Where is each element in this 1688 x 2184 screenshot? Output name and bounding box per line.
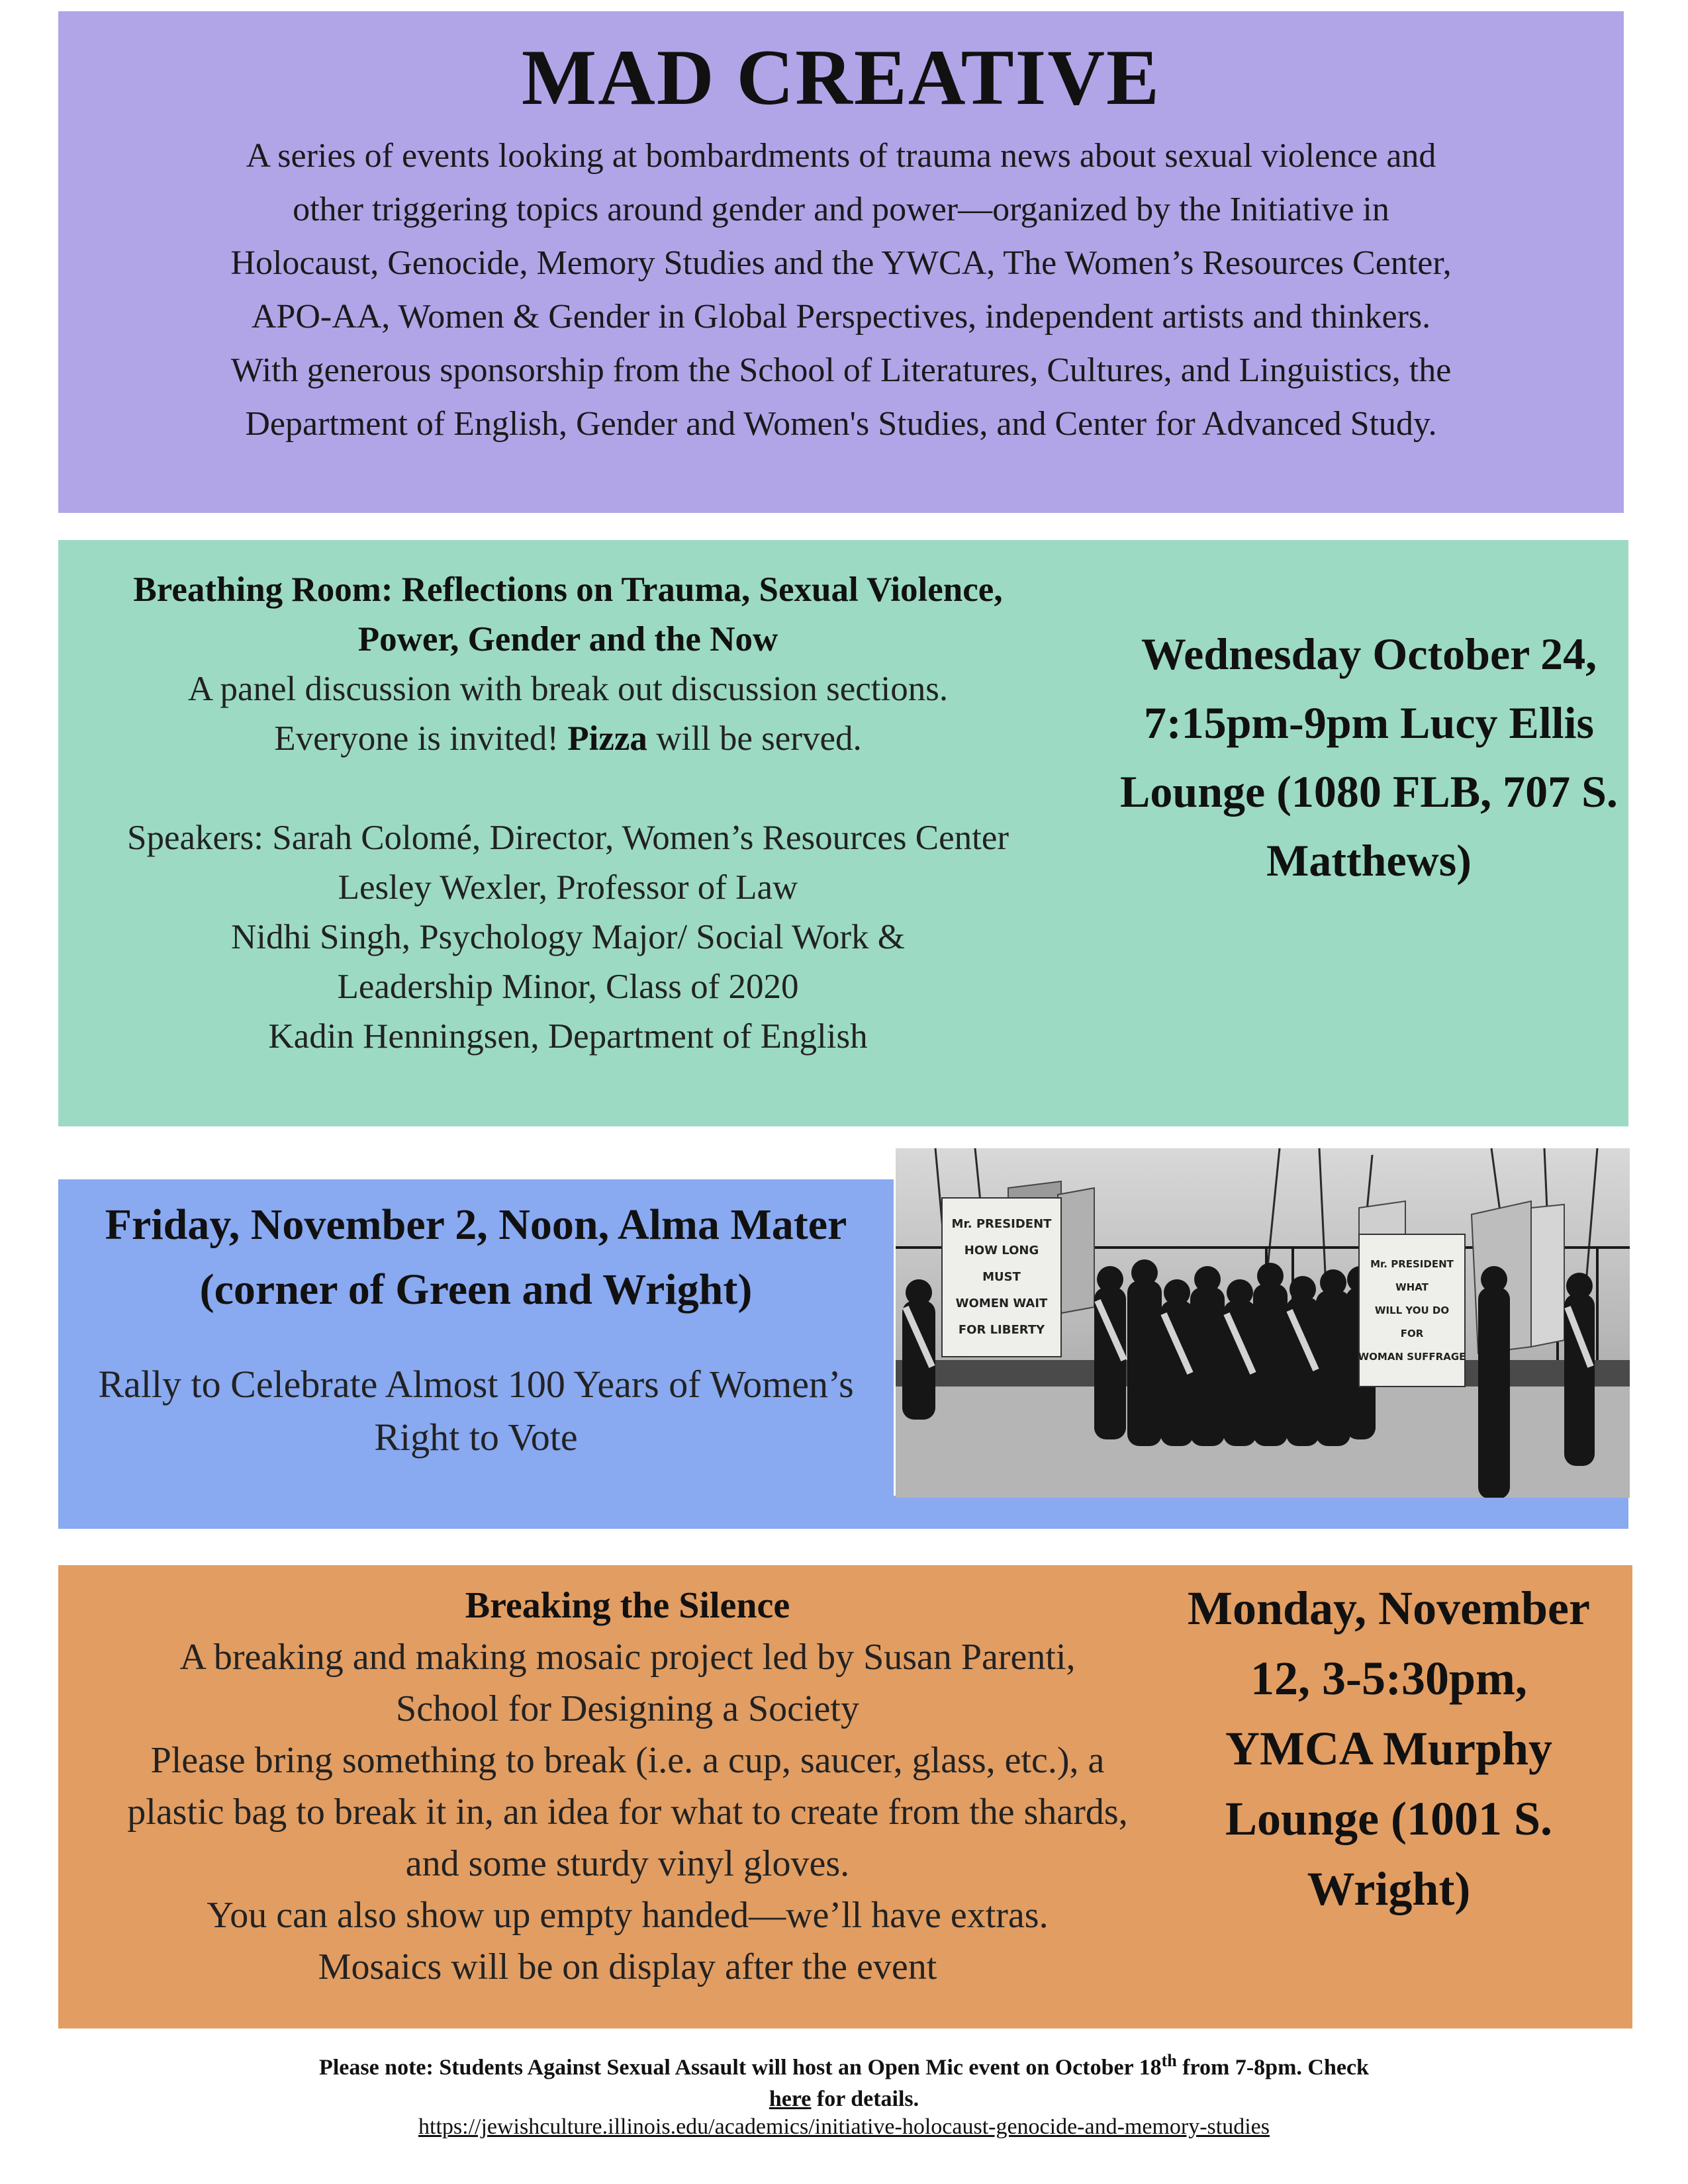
event3-details: [85, 1580, 1170, 1993]
note-superscript: th: [1161, 2051, 1177, 2070]
note-text: Please note: Students Against Sexual Assault will host an Open Mic event on October 18: [319, 2055, 1162, 2080]
open-mic-note: [165, 2045, 1523, 2115]
note-details-link[interactable]: here: [769, 2087, 812, 2112]
event-breaking-silence: [58, 1565, 1632, 2028]
banner-left-line5: FOR LIBERTY: [958, 1323, 1045, 1337]
suffragette-photo: [896, 1148, 1630, 1498]
event2-when-where: Friday, November 2, Noon, Alma Mater (corner of Green and Wright): [105, 1201, 847, 1314]
event1-when-where: Wednesday October 24, 7:15pm-9pm Lucy Ellis Lounge (1080 FLB, 707 S. Matthews): [1120, 629, 1618, 886]
note-end: for details.: [816, 2087, 919, 2112]
banner-left-line3: MUST: [982, 1270, 1021, 1284]
event1-desc-pizza: Pizza: [567, 719, 647, 758]
banner-left-line4: WOMEN WAIT: [955, 1297, 1048, 1310]
footer-url-link[interactable]: https://jewishculture.illinois.edu/academics/initiative-holocaust-genocide-and-memory-studies: [418, 2115, 1270, 2139]
event1-details: [98, 565, 1038, 1062]
header-banner: [58, 11, 1624, 513]
event3-desc-3: You can also show up empty handed—we’ll have extras.: [207, 1895, 1049, 1936]
page-title: MAD CREATIVE: [521, 33, 1161, 121]
event3-desc-1: A breaking and making mosaic project led by Susan Parenti, School for Designing a Society: [179, 1637, 1076, 1729]
event3-desc-2: Please bring something to break (i.e. a cup, saucer, glass, etc.), a plastic bag to break it in, an idea for what to create from the shards, and some sturdy vinyl gloves.: [127, 1740, 1128, 1884]
speaker-4: Kadin Henningsen, Department of English: [268, 1017, 868, 1056]
event3-when-where: Monday, November 12, 3-5:30pm, YMCA Murphy Lounge (1001 S. Wright): [1188, 1582, 1590, 1915]
event3-desc-4: Mosaics will be on display after the event: [318, 1946, 937, 1987]
event1-description: [98, 664, 1038, 764]
event3-title: Breaking the Silence: [465, 1585, 790, 1626]
event1-desc-end: will be served.: [656, 719, 862, 758]
event-breathing-room: [58, 540, 1628, 1126]
event-rally: [58, 1179, 894, 1529]
event1-desc-invite: Everyone is invited!: [274, 719, 559, 758]
speaker-1: Speakers: Sarah Colomé, Director, Women’s Resources Center: [126, 819, 1009, 857]
note-time: from 7-8pm. Check: [1182, 2055, 1369, 2080]
intro-paragraph: A series of events looking at bombardments of trauma news about sexual violence and other triggering topics around gender and power—organized by the Initiative in Holocaust, Genocide, Memory Studies and the YWCA, The Women’s Resources Center, APO-AA, Women & Gender in Global Perspectives, independent artists and thinkers. With generous sponsorship from the School of Literatures, Cultures, and Linguistics, the Department of English, Gender and Women's Studies, and Center for Advanced Study.: [230, 137, 1452, 443]
speaker-3: Nidhi Singh, Psychology Major/ Social Work & Leadership Minor, Class of 2020: [231, 918, 905, 1006]
banner-right-line5: WOMAN SUFFRAGE: [1358, 1351, 1466, 1363]
banner-left-line1: Mr. PRESIDENT: [951, 1217, 1052, 1231]
event1-desc-line1: A panel discussion with break out discussion sections.: [187, 670, 949, 708]
banner-right-line1: Mr. PRESIDENT: [1370, 1258, 1454, 1270]
speaker-2: Lesley Wexler, Professor of Law: [338, 868, 798, 907]
banner-right-line2: WHAT: [1395, 1281, 1429, 1293]
footer: [0, 2113, 1688, 2142]
event2-strip: [894, 1496, 1628, 1529]
event2-description: Rally to Celebrate Almost 100 Years of Women’s Right to Vote: [98, 1363, 854, 1459]
banner-right-line3: WILL YOU DO: [1374, 1304, 1450, 1316]
banner-left-line2: HOW LONG: [964, 1244, 1039, 1257]
event1-title: Breathing Room: Reflections on Trauma, Sexual Violence, Power, Gender and the Now: [133, 570, 1003, 659]
banner-right-line4: FOR: [1400, 1328, 1424, 1340]
